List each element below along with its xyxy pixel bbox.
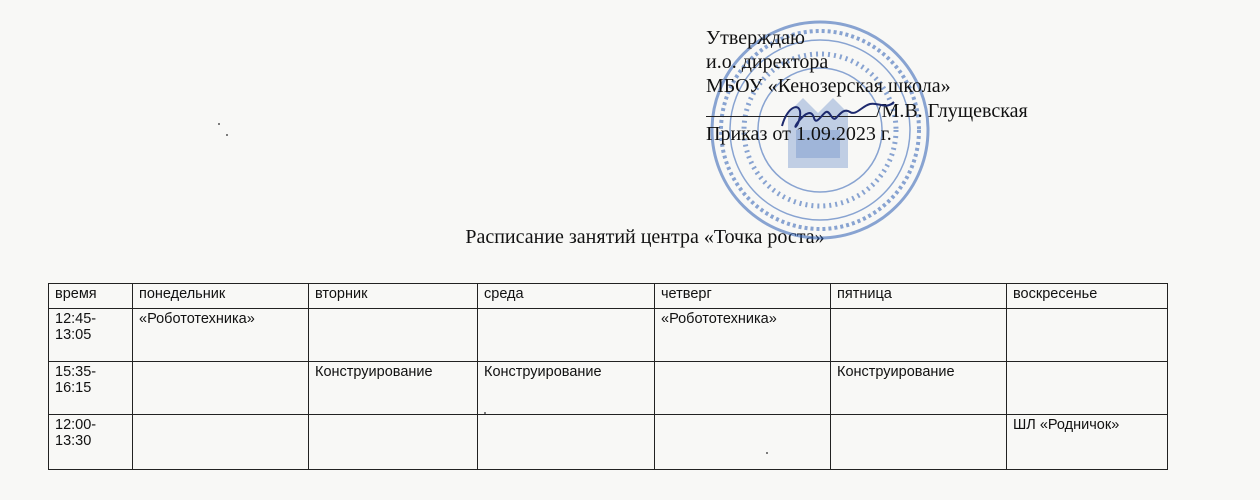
paper-speck <box>226 134 228 136</box>
table-cell <box>831 415 1007 470</box>
time-cell: 12:00-13:30 <box>49 415 133 470</box>
table-cell: «Робототехника» <box>655 309 831 362</box>
table-cell <box>478 415 655 470</box>
table-cell <box>655 362 831 415</box>
director-name: /М.В. Глущевская <box>876 100 1028 122</box>
table-cell: «Робототехника» <box>133 309 309 362</box>
table-cell <box>831 309 1007 362</box>
column-header: воскресенье <box>1007 284 1168 309</box>
approval-order: Приказ от 1.09.2023 г. <box>706 123 892 145</box>
table-cell: ШЛ «Родничок» <box>1007 415 1168 470</box>
table-row <box>49 309 1168 362</box>
approval-organization: МБОУ «Кенозерская школа» <box>706 75 951 97</box>
table-row <box>49 415 1168 470</box>
approval-heading: Утверждаю <box>706 27 805 49</box>
column-header: пятница <box>831 284 1007 309</box>
table-row <box>49 362 1168 415</box>
column-header: вторник <box>309 284 478 309</box>
time-cell: 12:45-13:05 <box>49 309 133 362</box>
column-header: понедельник <box>133 284 309 309</box>
header-row <box>49 284 1168 309</box>
table-cell <box>309 309 478 362</box>
paper-speck <box>218 123 220 125</box>
table-cell: Конструирование <box>309 362 478 415</box>
table-cell <box>309 415 478 470</box>
signature <box>778 96 898 136</box>
table-cell <box>133 415 309 470</box>
table-cell <box>1007 362 1168 415</box>
page-title: Расписание занятий центра «Точка роста» <box>465 226 825 248</box>
column-header: среда <box>478 284 655 309</box>
table-cell <box>133 362 309 415</box>
schedule-table <box>48 283 1168 470</box>
table-cell: Конструирование <box>478 362 655 415</box>
table-cell: Конструирование <box>831 362 1007 415</box>
column-header: четверг <box>655 284 831 309</box>
column-header: время <box>49 284 133 309</box>
table-cell <box>478 309 655 362</box>
paper-speck <box>484 412 486 414</box>
table-cell <box>655 415 831 470</box>
paper-speck <box>766 452 768 454</box>
approval-position: и.о. директора <box>706 51 829 73</box>
table-cell <box>1007 309 1168 362</box>
time-cell: 15:35-16:15 <box>49 362 133 415</box>
